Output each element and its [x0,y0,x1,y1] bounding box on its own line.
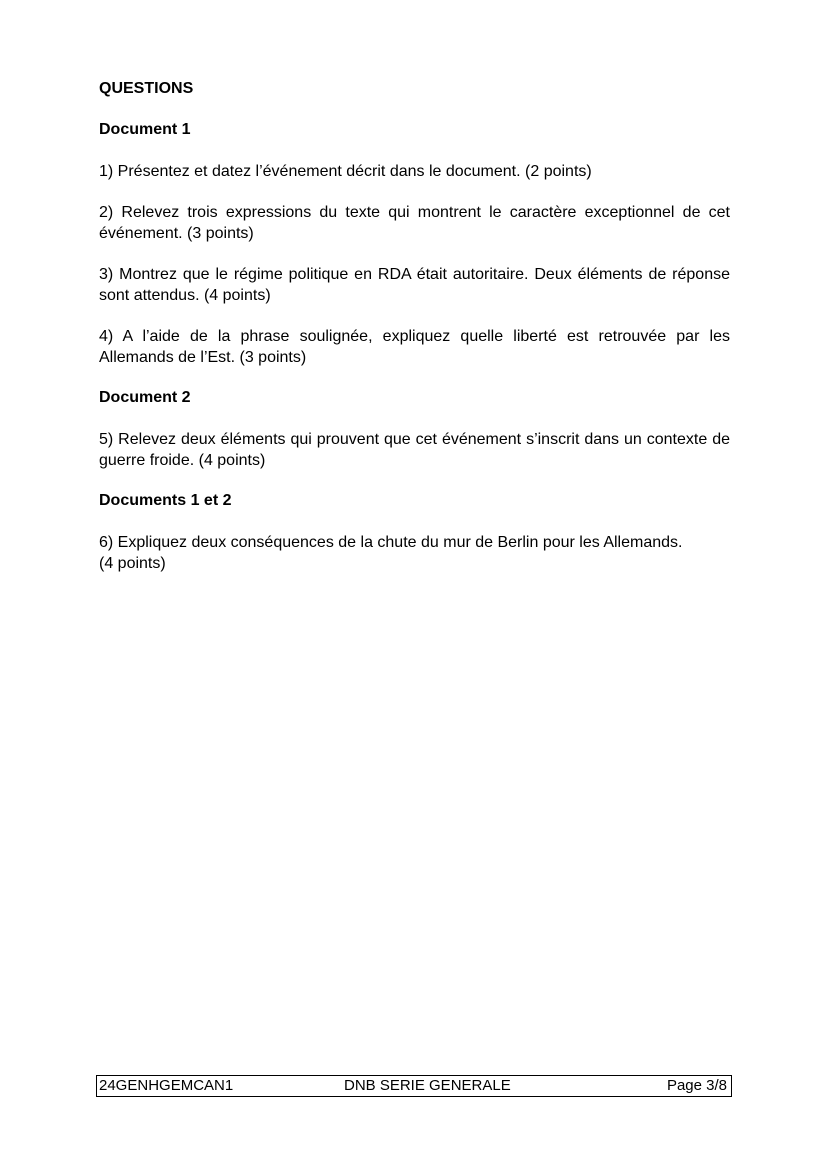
page-footer [96,1075,732,1097]
question-6-text: 6) Expliquez deux conséquences de la chute du mur de Berlin pour les Allemands. [99,534,683,551]
questions-content [99,79,730,594]
footer-series: DNB SERIE GENERALE [344,1077,511,1094]
question-3: 3) Montrez que le régime politique en RDA était autoritaire. Deux éléments de réponse sont attendus. (4 points) [99,266,730,304]
question-5: 5) Relevez deux éléments qui prouvent que cet événement s’inscrit dans un contexte de guerre froide. (4 points) [99,431,730,469]
section-heading-document-1: Document 1 [99,121,191,138]
footer-page-number: Page 3/8 [666,1077,727,1094]
question-6 [99,532,730,574]
section-heading-document-2: Document 2 [99,389,191,406]
page-title: QUESTIONS [99,80,194,97]
question-2: 2) Relevez trois expressions du texte qui montrent le caractère exceptionnel de cet événement. (3 points) [99,204,730,242]
question-4: 4) A l’aide de la phrase soulignée, expliquez quelle liberté est retrouvée par les Allemands de l’Est. (3 points) [99,328,730,366]
question-1: 1) Présentez et datez l’événement décrit dans le document. (2 points) [99,163,592,180]
question-6-points: (4 points) [99,555,166,572]
footer-exam-code: 24GENHGEMCAN1 [99,1077,234,1094]
section-heading-documents-1-and-2: Documents 1 et 2 [99,492,232,509]
